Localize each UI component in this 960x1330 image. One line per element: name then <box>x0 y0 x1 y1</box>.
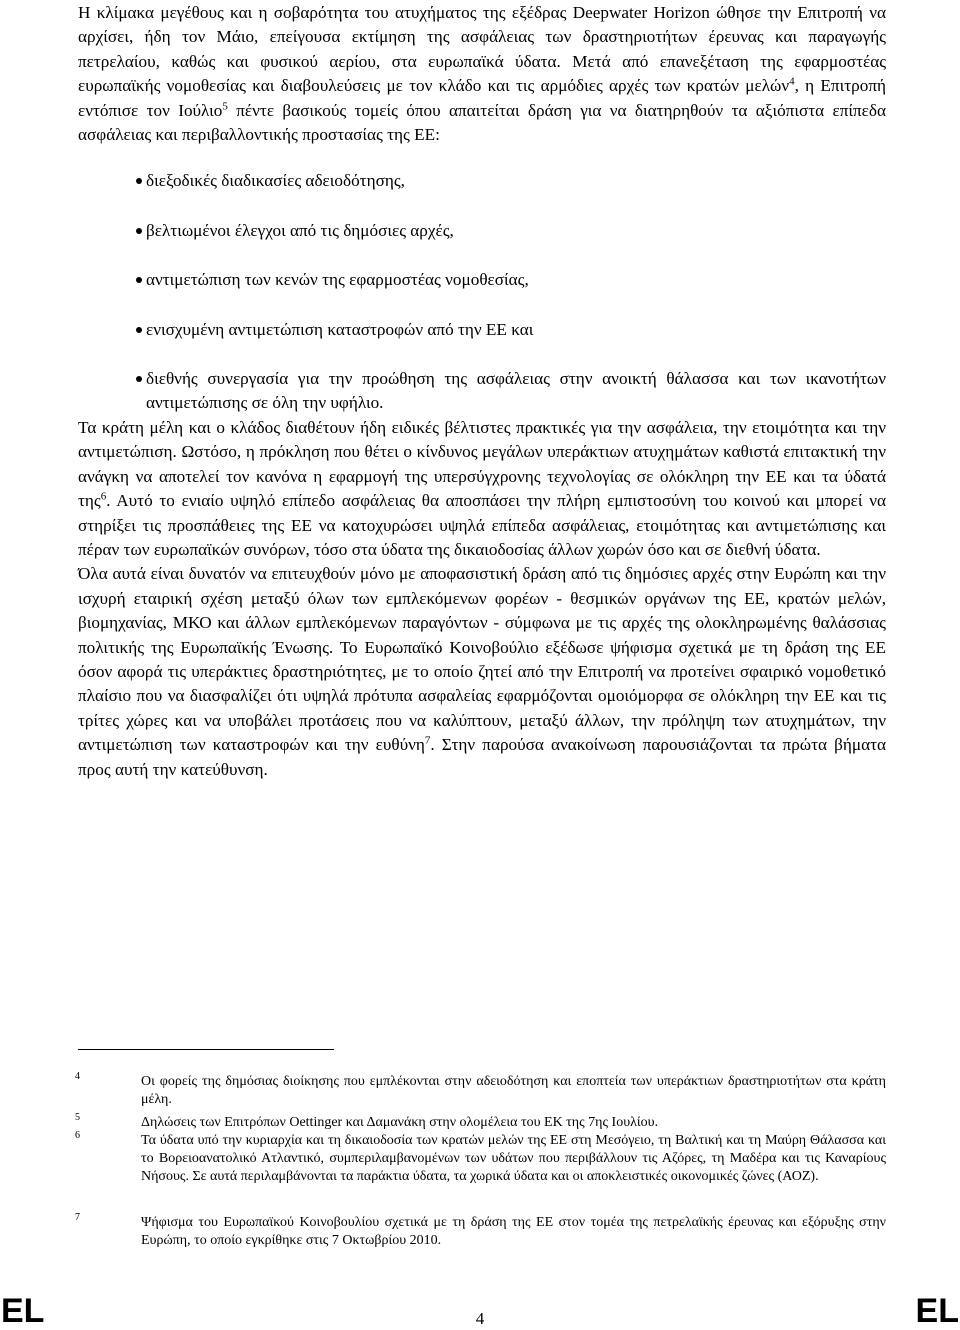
bullet-icon <box>136 277 142 283</box>
bullet-icon <box>136 327 142 333</box>
footnote-ref-4[interactable]: 4 <box>789 75 795 88</box>
main-text <box>78 0 886 782</box>
footnote-text: Ψήφισμα του Ευρωπαϊκού Κοινοβουλίου σχετικά με τη δράση της ΕΕ στον τομέα της πετρελαϊκής έρευνας και εξόρυξης στην Ευρώπη, το οποίο εγκρίθηκε στις 7 Οκτωβρίου 2010. <box>141 1215 886 1249</box>
bullet-icon <box>136 228 142 234</box>
paragraph-2 <box>78 416 886 562</box>
footnote-7 <box>75 1212 886 1250</box>
footnote-ref-7[interactable]: 7 <box>424 734 431 747</box>
list-item <box>78 169 886 193</box>
list-item-text: βελτιωμένοι έλεγχοι από τις δημόσιες αρχές, <box>146 220 454 240</box>
footnote-number: 7 <box>75 1212 80 1223</box>
footnote-number: 4 <box>75 1071 80 1082</box>
list-item-text: διεξοδικές διαδικασίες αδειοδότησης, <box>146 171 405 191</box>
footnote-number: 5 <box>75 1112 80 1123</box>
language-code-right: EL <box>915 1292 959 1330</box>
footnote-4 <box>75 1071 886 1109</box>
paragraph-1-text-b: , η Επιτροπή εντόπισε τον Ιούλιο <box>78 76 886 120</box>
paragraph-3-text-b: . Στην παρούσα ανακοίνωση παρουσιάζονται τα πρώτα βήματα προς αυτή την κατεύθυνση. <box>78 735 886 779</box>
list-item <box>78 219 886 243</box>
bullet-icon <box>136 376 142 382</box>
footnote-ref-6[interactable]: 6 <box>100 490 107 503</box>
paragraph-2-text: Τα κράτη μέλη και ο κλάδος διαθέτουν ήδη ειδικές βέλτιστες πρακτικές για την ασφάλεια, την ετοιμότητα και την αντιμετώπιση. Ωστόσο, η πρόκληση που θέτει ο κίνδυνος μεγάλων υπεράκτιων ατυχημάτων καθιστά επιτακτική την ανάγκη να αποτελεί τον κανόνα η εφαρμογή της υπερσύγχρονης τεχνολογίας σε ολόκληρη την ΕΕ και τα ύδατά της <box>78 417 886 511</box>
list-item-text: αντιμετώπιση των κενών της εφαρμοστέας νομοθεσίας, <box>146 270 529 290</box>
footnote-text: Τα ύδατα υπό την κυριαρχία και τη δικαιοδοσία των κρατών μελών της ΕΕ στη Μεσόγειο, τη Βαλτική και τη Μαύρη Θάλασσα και το Βορειοανατολικό Ατλαντικό, συμπεριλαμβανομένων των υδάτων που περιβάλλουν τις Αζόρες, τη Μαδέρα και τις Καναρίους Νήσους. Σε αυτά περιλαμβάνονται τα παράκτια ύδατα, τα χωρικά ύδατα και οι αποκλειστικές οικονομικές ζώνες (ΑΟΖ). <box>141 1133 886 1185</box>
paragraph-1 <box>78 0 886 147</box>
list-item <box>78 367 886 416</box>
list-item-text: ενισχυμένη αντιμετώπιση καταστροφών από την ΕΕ και <box>146 319 534 339</box>
paragraph-1-text-c: πέντε βασικούς τομείς όπου απαιτείται δράση για να διατηρηθούν τα αξιόπιστα επίπεδα ασφάλειας και περιβαλλοντικής προστασίας της ΕΕ: <box>78 100 886 145</box>
paragraph-1-text: Η κλίμακα μεγέθους και η σοβαρότητα του ατυχήματος της εξέδρας Deepwater Horizon ώθησε την Επιτροπή να αρχίσει, ήδη τον Μάιο, επείγουσα εκτίμηση της ασφάλειας των δραστηριοτήτων έρευνας και παραγωγής πετρελαίου, καθώς και φυσικού αερίου, στα ευρωπαϊκά ύδατα. Μετά από επανεξέταση της εφαρμοστέας ευρωπαϊκής νομοθεσίας και διαβουλεύσεις με τον κλάδο και τις αρμόδιες αρχές των κρατών μελών <box>78 3 886 96</box>
paragraph-3 <box>78 562 886 782</box>
footnote-ref-5[interactable]: 5 <box>222 99 228 112</box>
bullet-icon <box>136 178 142 184</box>
footnote-text: Οι φορείς της δημόσιας διοίκησης που εμπλέκονται στην αδειοδότηση και εποπτεία των υπεράκτιων δραστηριοτήτων στα κράτη μέλη. <box>141 1074 886 1108</box>
footnote-number: 6 <box>75 1130 80 1141</box>
paragraph-3-text: Όλα αυτά είναι δυνατόν να επιτευχθούν μόνο με αποφασιστική δράση από τις δημόσιες αρχές στην Ευρώπη και την ισχυρή εταιρική σχέση μεταξύ όλων των εμπλεκόμενων φορέων - θεσμικών οργάνων της ΕΕ, κρατών μελών, βιομηχανίας, ΜΚΟ και άλλων εμπλεκόμενων παραγόντων - σύμφωνα με τις αρχές της ολοκληρωμένης θαλάσσιας πολιτικής της Ευρωπαϊκής Ένωσης. Το Ευρωπαϊκό Κοινοβούλιο εξέδωσε ψήφισμα σχετικά με τη δράση της ΕΕ όσον αφορά τις υπεράκτιες δραστηριότητες, με το οποίο ζητεί από την Επιτροπή να προτείνει σφαιρικό νομοθετικό πλαίσιο που να διασφαλίζει ότι υψηλά πρότυπα ασφαλείας εφαρμόζονται ομοιόμορφα σε ολόκληρη την ΕΕ και τις τρίτες χώρες και να υποβάλει προτάσεις που να καλύπτουν, μεταξύ άλλων, την πρόληψη των ατυχημάτων, την αντιμετώπιση των καταστροφών και την ευθύνη <box>78 564 886 755</box>
footnote-5 <box>75 1112 886 1132</box>
page-footer <box>0 1290 960 1330</box>
footnote-text: Δηλώσεις των Επιτρόπων Oettinger και Δαμανάκη στην ολομέλεια του ΕΚ της 7ης Ιουλίου. <box>141 1115 659 1130</box>
language-code-left: EL <box>1 1292 45 1330</box>
list-item <box>78 318 886 342</box>
bullet-list <box>78 169 886 415</box>
list-item <box>78 268 886 292</box>
footnote-6 <box>75 1130 886 1187</box>
paragraph-2-text-b: . Αυτό το ενιαίο υψηλό επίπεδο ασφάλειας θα αποσπάσει την πλήρη εμπιστοσύνη του κοινού και μπορεί να στηρίξει τις προσπάθειες της ΕΕ να κατοχυρώσει υψηλά επίπεδα ασφάλειας, ετοιμότητας και αντιμετώπισης και πέραν των ευρωπαϊκών συνόρων, τόσο στα ύδατα της δικαιοδοσίας άλλων χωρών όσο και σε διεθνή ύδατα. <box>78 491 886 559</box>
list-item-text: διεθνής συνεργασία για την προώθηση της ασφάλειας στην ανοικτή θάλασσα και των ικανοτήτων αντιμετώπισης σε όλη την υφήλιο. <box>146 369 886 413</box>
page-number: 4 <box>475 1309 485 1328</box>
footnote-separator <box>78 1049 334 1050</box>
